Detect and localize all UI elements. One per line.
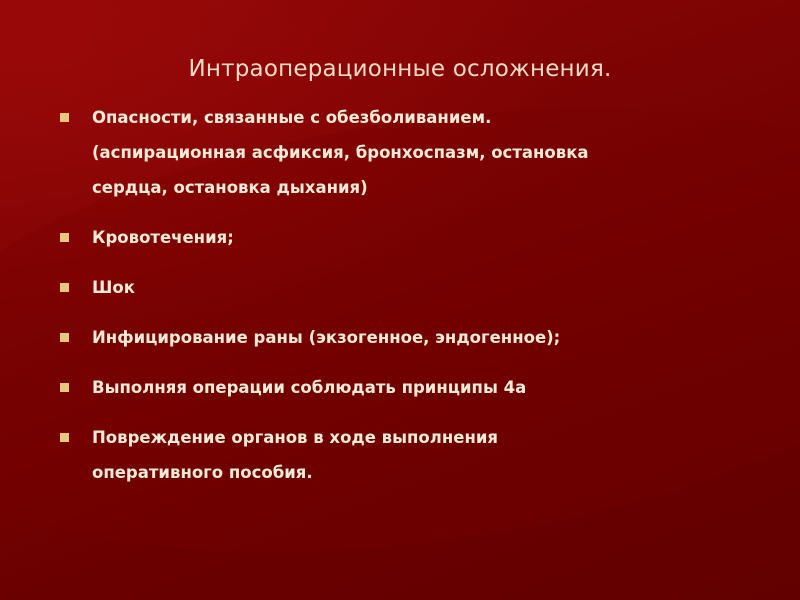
bullet-line: Выполняя операции соблюдать принципы 4а — [92, 378, 527, 397]
bullet-line: оперативного пособия. — [92, 463, 313, 482]
bullet-item — [60, 320, 760, 355]
square-bullet-icon — [60, 333, 69, 342]
bullet-line: Шок — [92, 278, 135, 297]
bullet-item — [60, 220, 760, 255]
square-bullet-icon — [60, 283, 69, 292]
bullet-item — [60, 270, 760, 305]
square-bullet-icon — [60, 233, 69, 242]
bullet-item — [60, 420, 760, 490]
square-bullet-icon — [60, 383, 69, 392]
bullet-line: сердца, остановка дыхания) — [92, 178, 368, 197]
bullet-line: Опасности, связанные с обезболиванием. — [92, 108, 492, 127]
bullet-item — [60, 100, 760, 205]
bullet-item — [60, 370, 760, 405]
slide-title: Интраоперационные осложнения. — [188, 56, 612, 82]
square-bullet-icon — [60, 113, 69, 122]
bullet-line: Повреждение органов в ходе выполнения — [92, 428, 498, 447]
bullet-line: (аспирационная асфиксия, бронхоспазм, остановка — [92, 143, 589, 162]
bullet-list — [60, 100, 760, 505]
bullet-line: Инфицирование раны (экзогенное, эндогенное); — [92, 328, 561, 347]
square-bullet-icon — [60, 433, 69, 442]
bullet-line: Кровотечения; — [92, 228, 234, 247]
